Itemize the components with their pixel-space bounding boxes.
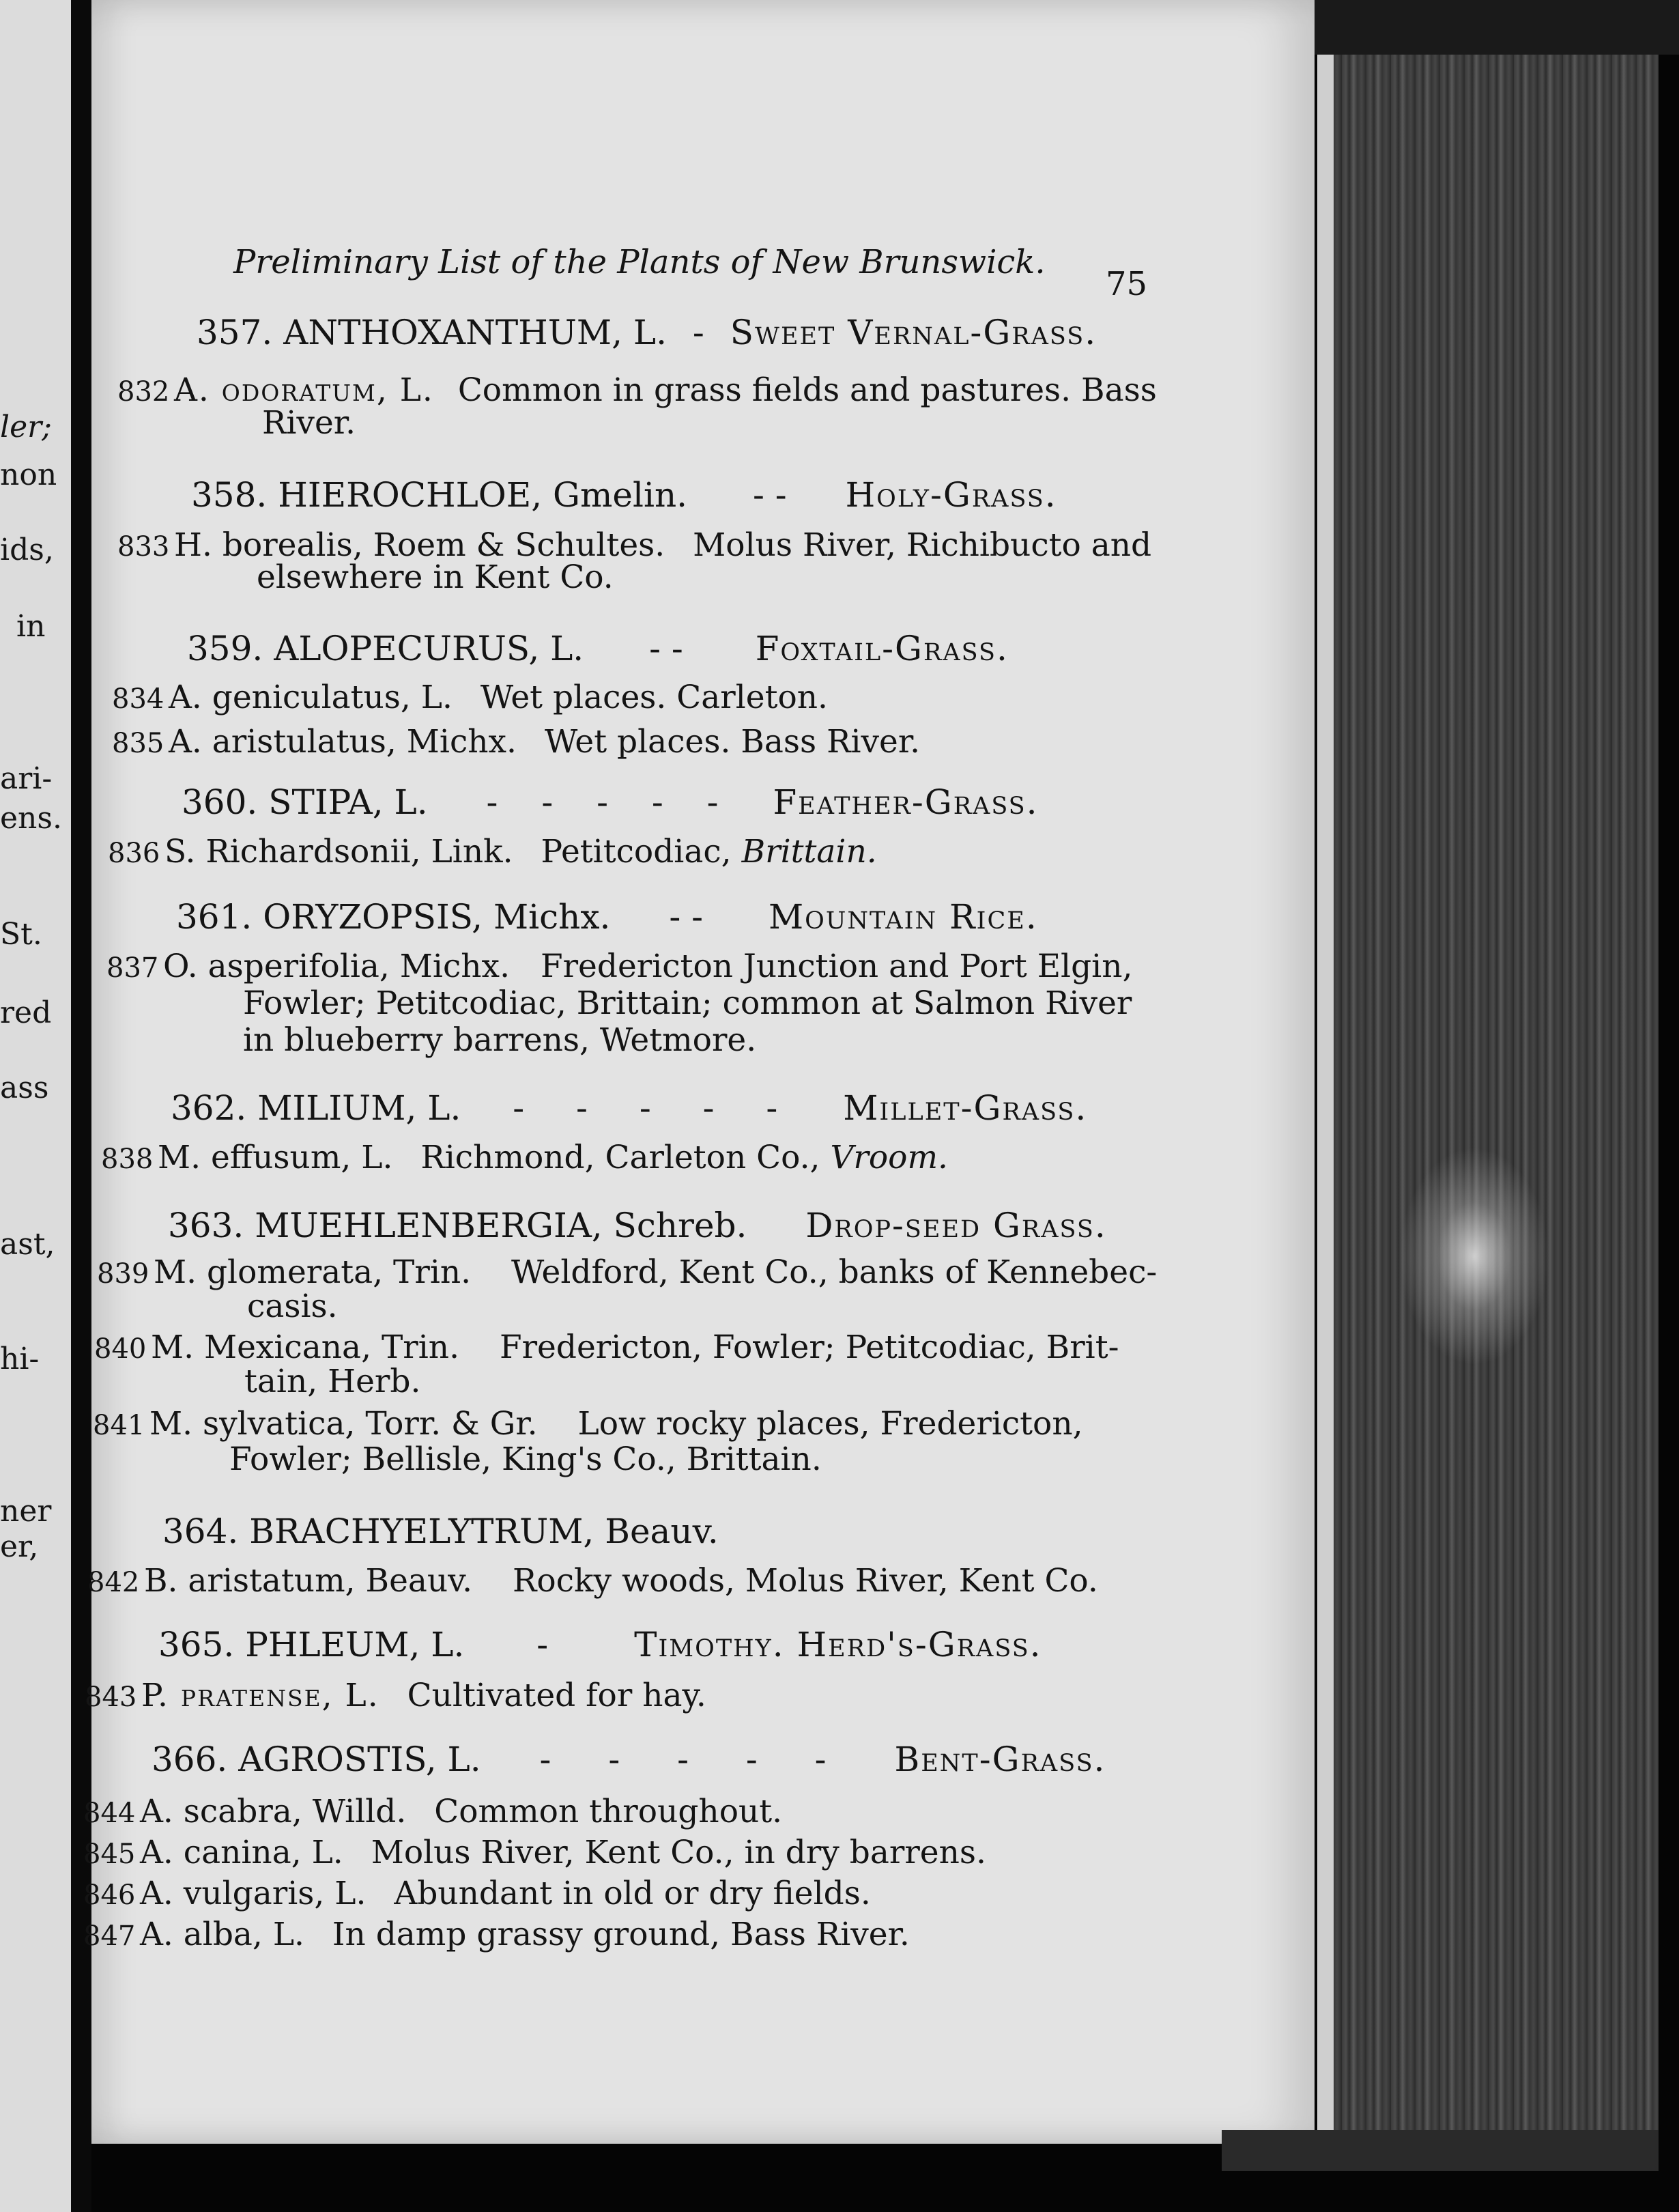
genus-heading: 365. PHLEUM, L.: [158, 1625, 465, 1664]
species-name: A. aristulatus, Michx.: [168, 723, 517, 761]
left-fragment: red: [0, 995, 52, 1030]
species-entry: [117, 371, 1157, 409]
common-name: Holy-Grass.: [845, 475, 1057, 515]
continuation-line: River.: [262, 404, 356, 442]
species-note: Wet places. Bass River.: [544, 723, 921, 761]
dash-leader: -: [692, 313, 704, 352]
page-edges: [1317, 55, 1659, 2164]
left-fragment: ari-: [0, 761, 53, 796]
genus-heading: 360. STIPA, L.: [182, 782, 428, 822]
species-note: Abundant in old or dry fields.: [394, 1875, 871, 1912]
common-name: Drop-seed Grass.: [805, 1206, 1107, 1245]
page-number: 75: [1106, 265, 1148, 303]
species-entry: [97, 1253, 1158, 1291]
species-name: B. aristatum, Beauv.: [143, 1562, 473, 1600]
species-note: Fredericton, Fowler; Petitcodiac, Brit-: [499, 1329, 1119, 1366]
genus-heading: 359. ALOPECURUS, L.: [187, 629, 584, 668]
genus-heading: 364. BRACHYELYTRUM, Beauv.: [162, 1512, 719, 1551]
species-name: A. canina, L.: [139, 1834, 343, 1871]
species-entry: [83, 1918, 910, 1951]
entry-number: 839: [97, 1258, 149, 1290]
common-name: Sweet Vernal-Grass.: [730, 313, 1097, 352]
left-fragment: hi-: [0, 1342, 40, 1376]
species-note: Molus River, Richibucto and: [693, 526, 1152, 564]
species-name: A. geniculatus, L.: [168, 679, 453, 716]
left-fragment: ids,: [0, 533, 54, 567]
species-note: Cultivated for hay.: [407, 1677, 706, 1714]
species-name: M. Mexicana, Trin.: [150, 1329, 460, 1366]
collector-name: Brittain.: [741, 833, 877, 870]
light-spot: [1399, 1147, 1549, 1365]
species-entry: [117, 526, 1152, 564]
continuation-line: Fowler; Bellisle, King's Co., Brittain.: [229, 1441, 822, 1478]
left-fragment: in: [16, 609, 46, 644]
left-facing-page: [0, 0, 71, 2212]
continuation-line: casis.: [247, 1288, 338, 1325]
page-edge-highlight: [1317, 55, 1334, 2164]
entry-number: 835: [112, 728, 164, 759]
left-fragment: non: [0, 457, 57, 492]
species-entry: [108, 833, 877, 870]
species-entry: [112, 679, 828, 716]
entry-number: 838: [101, 1144, 154, 1175]
species-name: P. pratense, L.: [141, 1677, 379, 1714]
dash-leader: - - - - -: [486, 782, 735, 822]
entry-number: 840: [94, 1333, 147, 1365]
species-name: A. vulgaris, L.: [139, 1875, 367, 1912]
species-note: Common in grass fields and pastures. Bass: [457, 371, 1157, 409]
entry-number: 843: [85, 1682, 137, 1713]
entry-number: 837: [106, 952, 159, 984]
genus-heading: 357. ANTHOXANTHUM, L.: [197, 313, 667, 352]
continuation-line: Fowler; Petitcodiac, Brittain; common at Salmon River: [243, 984, 1132, 1022]
genus-heading: 358. HIEROCHLOE, Gmelin.: [191, 475, 688, 515]
dash-leader: - -: [669, 897, 704, 937]
common-name: Millet-Grass.: [843, 1088, 1088, 1128]
entry-number: 836: [108, 838, 160, 869]
entry-number: 832: [117, 376, 170, 408]
common-name: Foxtail-Grass.: [755, 629, 1009, 668]
species-note: Molus River, Kent Co., in dry barrens.: [371, 1834, 986, 1871]
entry-number: 844: [83, 1798, 136, 1829]
running-header: Preliminary List of the Plants of New Brunswick.: [233, 243, 1046, 281]
genus-heading: 361. ORYZOPSIS, Michx.: [176, 897, 611, 937]
species-entry: [87, 1562, 1098, 1600]
entry-number: 846: [83, 1880, 136, 1911]
species-note: Low rocky places, Fredericton,: [577, 1405, 1083, 1443]
left-fragment: ner: [0, 1494, 52, 1529]
entry-number: 833: [117, 531, 170, 563]
common-name: Bent-Grass.: [894, 1740, 1106, 1779]
species-entry: [112, 723, 921, 761]
species-name: M. sylvatica, Torr. & Gr.: [149, 1405, 538, 1443]
species-entry: [101, 1139, 948, 1176]
species-name: O. asperifolia, Michx.: [162, 948, 511, 985]
continuation-line: tain, Herb.: [244, 1363, 421, 1400]
entry-number: 841: [93, 1410, 145, 1441]
dash-leader: -: [536, 1625, 549, 1664]
entry-number: 842: [87, 1567, 140, 1598]
left-fragment: ens.: [0, 801, 62, 836]
common-name: Mountain Rice.: [768, 897, 1038, 937]
entry-number: 845: [83, 1839, 136, 1870]
species-name: S. Richardsonii, Link.: [164, 833, 513, 870]
left-fragment: ass: [0, 1070, 49, 1105]
species-name: M. glomerata, Trin.: [153, 1253, 472, 1291]
common-name: Feather-Grass.: [773, 782, 1039, 822]
species-name: M. effusum, L.: [157, 1139, 393, 1176]
left-fragment: er,: [0, 1529, 39, 1564]
dash-leader: - -: [649, 629, 683, 668]
species-entry: [83, 1877, 871, 1910]
species-entry: [83, 1834, 986, 1871]
species-note: Weldford, Kent Co., banks of Kennebec-: [511, 1253, 1158, 1291]
species-name: A. odoratum, L.: [173, 371, 434, 409]
genus-heading: 363. MUEHLENBERGIA, Schreb.: [168, 1206, 747, 1245]
dash-leader: - - - - -: [513, 1088, 799, 1128]
continuation-line: elsewhere in Kent Co.: [257, 558, 614, 596]
species-name: H. borealis, Roem & Schultes.: [173, 526, 665, 564]
species-entry: [106, 948, 1133, 985]
species-note: Petitcodiac,: [541, 833, 732, 870]
species-note: Common throughout.: [434, 1793, 783, 1830]
species-entry: [85, 1679, 706, 1712]
dash-leader: - -: [752, 475, 787, 515]
entry-number: 847: [83, 1920, 136, 1952]
entry-number: 834: [112, 683, 164, 715]
collector-name: Vroom.: [830, 1139, 948, 1176]
book-cover-bottom: [1222, 2130, 1659, 2171]
genus-heading: 362. MILIUM, L.: [171, 1088, 461, 1128]
species-entry: [94, 1329, 1119, 1366]
genus-heading: 366. AGROSTIS, L.: [152, 1740, 481, 1779]
left-fragment: ler;: [0, 410, 52, 444]
continuation-line: in blueberry barrens, Wetmore.: [243, 1021, 757, 1059]
species-name: A. alba, L.: [139, 1916, 304, 1953]
species-note: Richmond, Carleton Co.,: [420, 1139, 820, 1176]
species-note: In damp grassy ground, Bass River.: [332, 1916, 910, 1953]
species-note: Wet places. Carleton.: [480, 679, 828, 716]
species-note: Rocky woods, Molus River, Kent Co.: [513, 1562, 1098, 1600]
dash-leader: - - - - -: [539, 1740, 850, 1779]
species-note: Fredericton Junction and Port Elgin,: [540, 948, 1133, 985]
species-entry: [93, 1405, 1083, 1443]
species-name: A. scabra, Willd.: [139, 1793, 407, 1830]
left-fragment: ast,: [0, 1227, 55, 1262]
common-name: Timothy. Herd's-Grass.: [634, 1625, 1042, 1664]
left-fragment: St.: [0, 917, 42, 952]
species-entry: [83, 1793, 783, 1830]
